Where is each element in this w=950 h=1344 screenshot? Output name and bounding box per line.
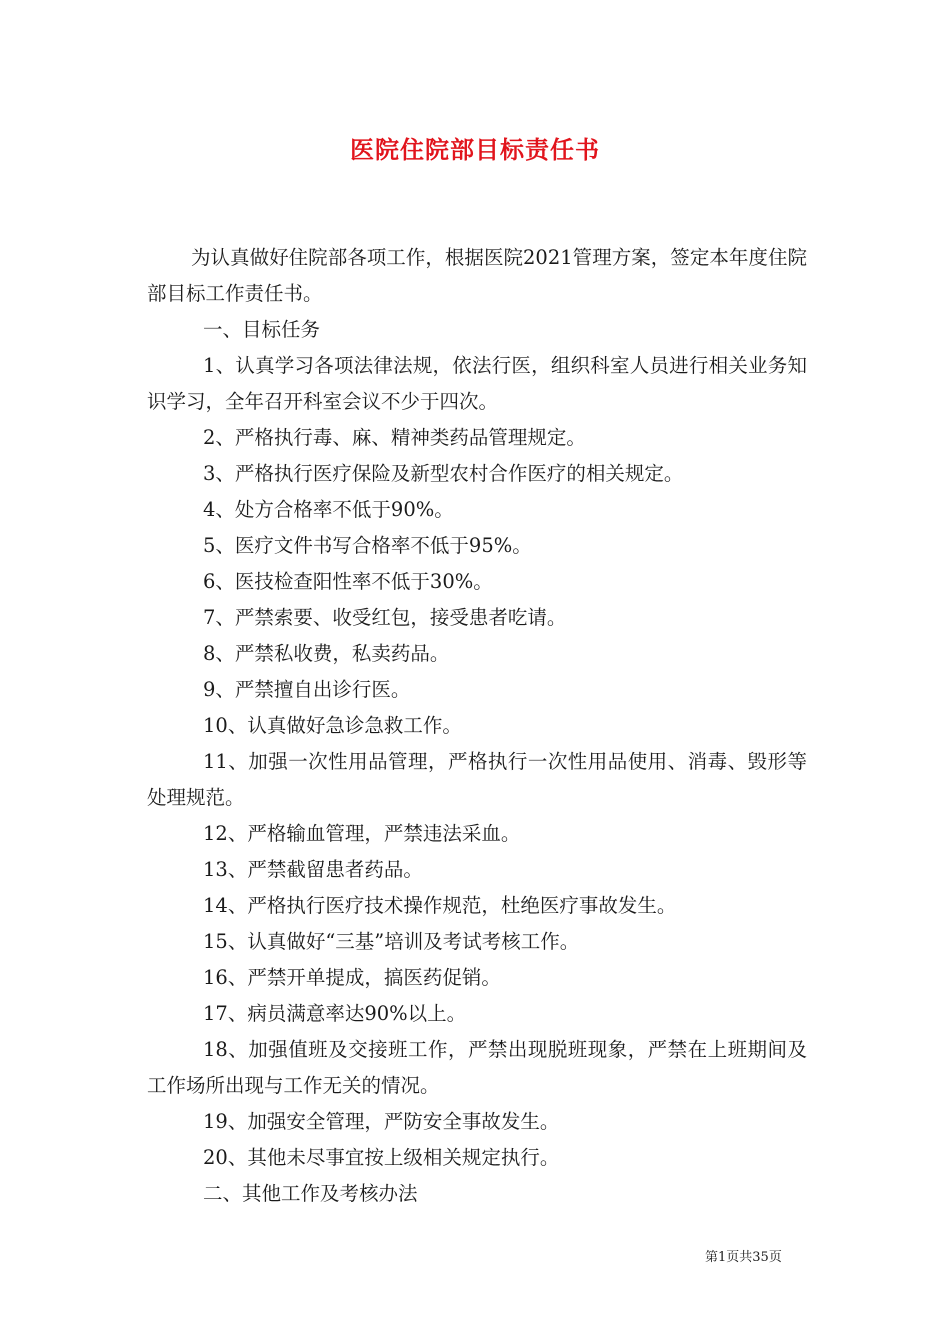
document-title: 医院住院部目标责任书 (350, 135, 600, 164)
list-item: 13、严禁截留患者药品。 (203, 858, 423, 881)
list-item: 6、医技检查阳性率不低于30%。 (203, 570, 493, 593)
list-item: 4、处方合格率不低于90%。 (203, 498, 454, 521)
list-item: 20、其他未尽事宜按上级相关规定执行。 (203, 1146, 560, 1169)
list-item: 7、严禁索要、收受红包，接受患者吃请。 (203, 606, 567, 629)
list-item: 15、认真做好“三基”培训及考试考核工作。 (203, 930, 580, 953)
section-heading-other: 二、其他工作及考核办法 (203, 1182, 418, 1205)
intro-paragraph: 为认真做好住院部各项工作，根据医院2021管理方案，签定本年度住院部目标工作责任书。 (147, 246, 807, 305)
section-heading-targets: 一、目标任务 (203, 318, 321, 341)
list-item: 16、严禁开单提成，搞医药促销。 (203, 966, 501, 989)
list-item: 9、严禁擅自出诊行医。 (203, 678, 411, 701)
list-item: 5、医疗文件书写合格率不低于95%。 (203, 534, 532, 557)
list-item: 3、严格执行医疗保险及新型农村合作医疗的相关规定。 (203, 462, 684, 485)
list-item: 8、严禁私收费，私卖药品。 (203, 642, 450, 665)
list-item: 10、认真做好急诊急救工作。 (203, 714, 462, 737)
page-number-footer: 第1页共35页 (705, 1250, 782, 1265)
document-body (147, 240, 807, 1212)
list-item: 12、严格输血管理，严禁违法采血。 (203, 822, 521, 845)
list-item: 19、加强安全管理，严防安全事故发生。 (203, 1110, 560, 1133)
list-item: 1、认真学习各项法律法规，依法行医，组织科室人员进行相关业务知识学习，全年召开科室会议不少于四次。 (147, 354, 807, 413)
list-item: 18、加强值班及交接班工作，严禁出现脱班现象，严禁在上班期间及工作场所出现与工作无关的情况。 (147, 1038, 807, 1097)
list-item: 11、加强一次性用品管理，严格执行一次性用品使用、消毒、毁形等处理规范。 (147, 750, 807, 809)
list-item: 17、病员满意率达90%以上。 (203, 1002, 467, 1025)
list-item: 2、严格执行毒、麻、精神类药品管理规定。 (203, 426, 586, 449)
list-item: 14、严格执行医疗技术操作规范，杜绝医疗事故发生。 (203, 894, 677, 917)
